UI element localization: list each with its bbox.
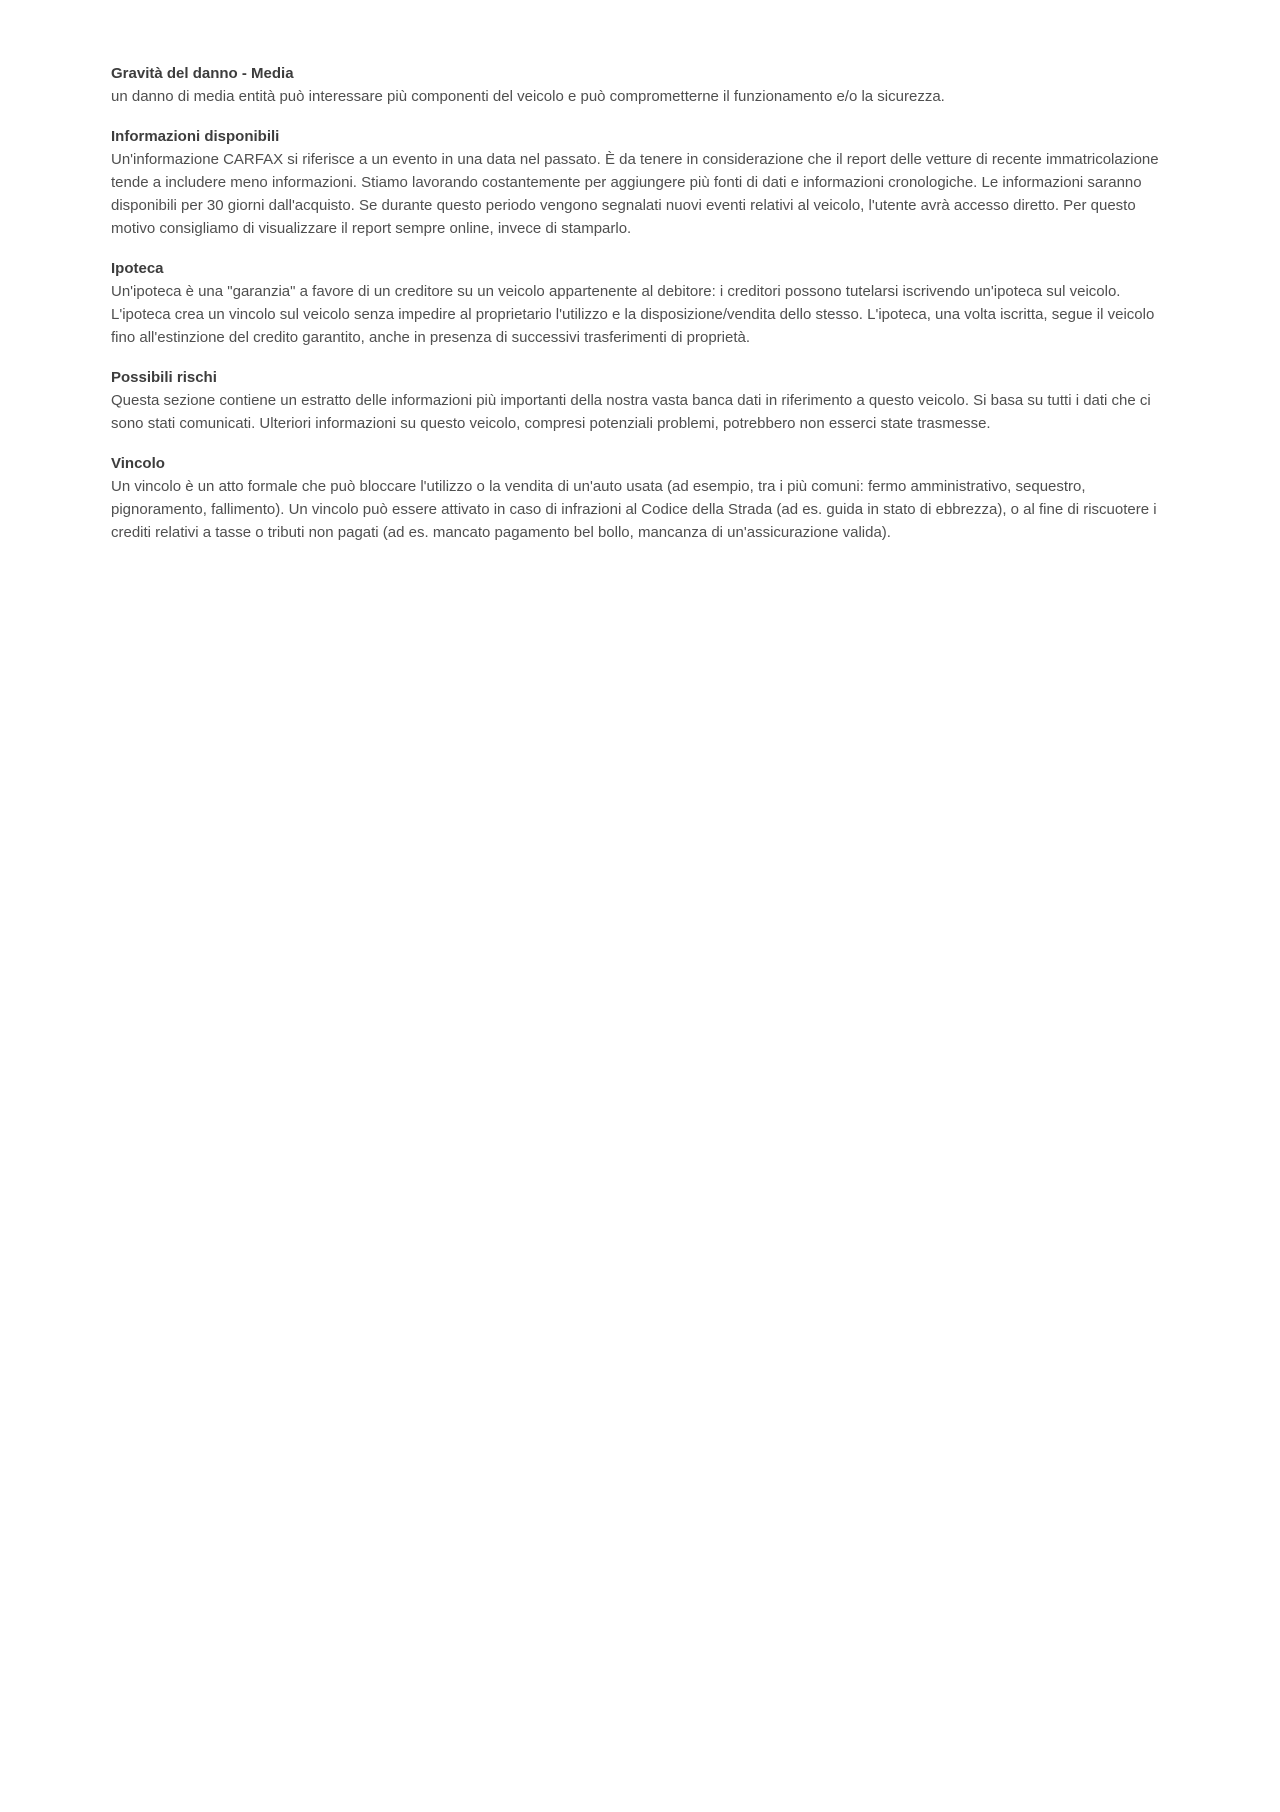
section-title: Gravità del danno - Media (111, 65, 294, 82)
section-title: Informazioni disponibili (111, 128, 280, 145)
section-body: Un vincolo è un atto formale che può bloccare l'utilizzo o la vendita di un'auto usata (ad esempio, tra i più comuni: fermo amministrativo, sequestro, pignoramento, fallimento). Un vincolo può essere attivato in caso di infrazioni al Codice della Strada (ad es. guida in stato di ebbrezza), o al fine di riscuotere i crediti relativi a tasse o tributi non pagati (ad es. mancato pagamento bel bollo, mancanza di un'assicurazione valida). (111, 478, 1157, 541)
section-title: Vincolo (111, 455, 165, 472)
section-informazioni-disponibili (111, 125, 1176, 240)
section-ipoteca (111, 257, 1176, 349)
glossary-page (111, 62, 1176, 561)
section-title: Possibili rischi (111, 369, 217, 386)
section-body: un danno di media entità può interessare più componenti del veicolo e può comprometterne il funzionamento e/o la sicurezza. (111, 88, 945, 105)
section-title: Ipoteca (111, 260, 164, 277)
section-vincolo (111, 452, 1176, 544)
section-gravita-danno (111, 62, 1176, 108)
section-possibili-rischi (111, 366, 1176, 435)
section-body: Un'ipoteca è una "garanzia" a favore di un creditore su un veicolo appartenente al debitore: i creditori possono tutelarsi iscrivendo un'ipoteca sul veicolo. L'ipoteca crea un vincolo sul veicolo senza impedire al proprietario l'utilizzo e la disposizione/vendita dello stesso. L'ipoteca, una volta iscritta, segue il veicolo fino all'estinzione del credito garantito, anche in presenza di successivi trasferimenti di proprietà. (111, 283, 1155, 346)
section-body: Un'informazione CARFAX si riferisce a un evento in una data nel passato. È da tenere in considerazione che il report delle vetture di recente immatricolazione tende a includere meno informazioni. Stiamo lavorando costantemente per aggiungere più fonti di dati e informazioni cronologiche. Le informazioni saranno disponibili per 30 giorni dall'acquisto. Se durante questo periodo vengono segnalati nuovi eventi relativi al veicolo, l'utente avrà accesso diretto. Per questo motivo consigliamo di visualizzare il report sempre online, invece di stamparlo. (111, 151, 1159, 237)
section-body: Questa sezione contiene un estratto delle informazioni più importanti della nostra vasta banca dati in riferimento a questo veicolo. Si basa su tutti i dati che ci sono stati comunicati. Ulteriori informazioni su questo veicolo, compresi potenziali problemi, potrebbero non esserci state trasmesse. (111, 392, 1151, 432)
